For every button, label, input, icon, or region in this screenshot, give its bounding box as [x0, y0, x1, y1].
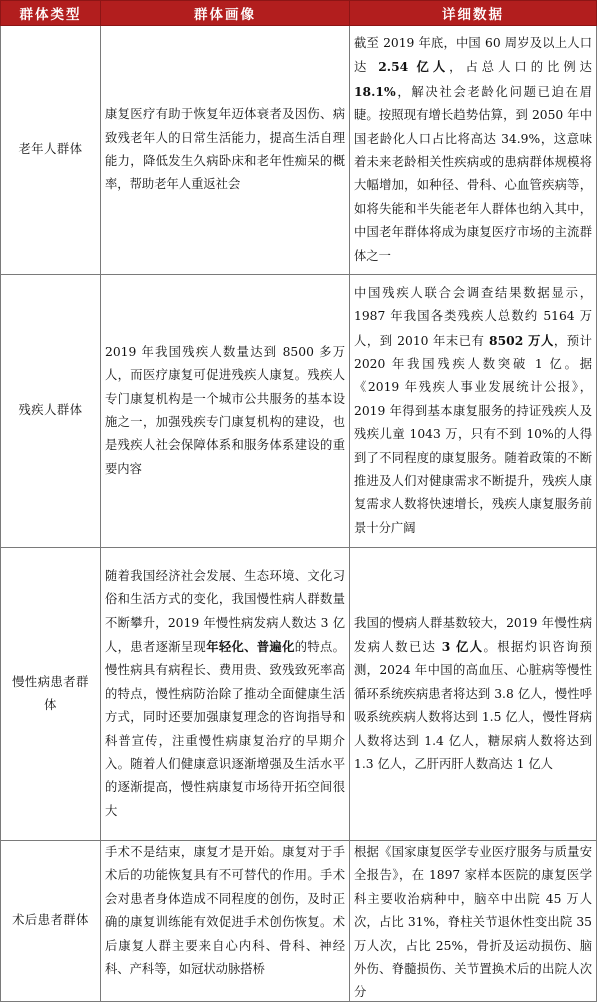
header-group-type: 群体类型 [1, 1, 101, 26]
highlight-value: 3 亿人 [441, 638, 484, 654]
header-group-portrait: 群体画像 [101, 1, 350, 26]
detail-data-cell: 截至 2019 年底，中国 60 周岁及以上人口达 2.54 亿人，占总人口的比例达 18.1%，解决社会老龄化问题已迫在眉睫。按照现有增长趋势估算，到 2050 年中国老龄化人口占比将高达 34.9%，这意味着未来老龄相关性疾病或的患病群体规模将大幅增加，如种径、骨科、心血管疾病等，如将失能和半失能老年人群体也纳入其中，中国老年群体将成为康复医疗市场的主流群体之一 [350, 26, 597, 275]
group-type-cell: 慢性病患者群体 [1, 548, 101, 841]
detail-data-cell: 根据《国家康复医学专业医疗服务与质量安全报告》，在 1897 家样本医院的康复医学科主要收治病种中，脑卒中出院 45 万人次，占比 31%，脊柱关节退休性变出院 35 万人次，占比 25%，骨折及运动损伤、脑外伤、脊髓损伤、关节置换术后的出院人次分 [350, 841, 597, 1002]
highlight-value: 18.1% [354, 83, 396, 99]
detail-data-cell: 中国残疾人联合会调查结果数据显示，1987 年我国各类残疾人总数约 5164 万人，到 2010 年末已有 8502 万人，预计 2020 年我国残疾人数突破 1 亿。据《2019 年残疾人事业发展统计公报》，2019 年得到基本康复服务的持证残疾人及残疾儿童 1043 万，只有不到 10%的人得到了不同程度的康复服务。随着政策的不断推进及人们对健康需求不断提升，残疾人康复需求人数将快速增长，残疾人康复服务前景十分广阔 [350, 275, 597, 548]
group-portrait-cell: 随着我国经济社会发展、生态环境、文化习俗和生活方式的变化，我国慢性病人群数量不断攀升，2019 年慢性病发病人数达 3 亿人，患者逐渐呈现年轻化、普遍化的特点。慢性病具有病程长、费用贵、致残致死率高的特点，慢性病防治除了推动全面健康生活方式，同时还要加强康复理念的咨询指导和科普宣传，注重慢性病康复治疗的早期介入。随着人们健康意识逐渐增强及生活水平的逐渐提高，慢性病康复市场待开拓空间很大 [101, 548, 350, 841]
group-portrait-cell: 2019 年我国残疾人数量达到 8500 多万人，而医疗康复可促进残疾人康复。残疾人专门康复机构是一个城市公共服务的基本设施之一，加强残疾专门康复机构的建设，也是残疾人社会保障体系和服务体系建设的重要内容 [101, 275, 350, 548]
group-portrait-cell: 康复医疗有助于恢复年迈体衰者及因伤、病致残老年人的日常生活能力，提高生活自理能力，降低发生久病卧床和老年性痴呆的概率，帮助老年人重返社会 [101, 26, 350, 275]
highlight-value: 年轻化、普遍化 [206, 638, 295, 654]
detail-data-cell: 我国的慢病人群基数较大，2019 年慢性病发病人数已达 3 亿人。根据灼识咨询预测，2024 年中国的高血压、心脏病等慢性循环系统疾病患者将达到 3.8 亿人，慢性呼吸系统疾病人数将达到 1.5 亿人，慢性肾病人数将达到 1.4 亿人，糖尿病人数将达到 1.3 亿人，乙肝丙肝人数高达 1 亿人 [350, 548, 597, 841]
table-row-postoperative [1, 841, 597, 1002]
group-type-cell: 残疾人群体 [1, 275, 101, 548]
highlight-value: 2.54 亿人 [378, 59, 450, 75]
table-row-disabled [1, 275, 597, 548]
header-detail-data: 详细数据 [350, 1, 597, 26]
table-row-chronic [1, 548, 597, 841]
table-row-elderly [1, 26, 597, 275]
group-portrait-cell: 手术不是结束，康复才是开始。康复对于手术后的功能恢复具有不可替代的作用。手术会对患者身体造成不同程度的创伤，及时正确的康复训练能有效促进手术创伤恢复。术后康复人群主要来自心内科、骨科、神经科、产科等，如冠状动脉搭桥 [101, 841, 350, 1002]
group-type-cell: 术后患者群体 [1, 841, 101, 1002]
table-header-row [1, 1, 597, 26]
group-type-cell: 老年人群体 [1, 26, 101, 275]
highlight-value: 8502 万人 [489, 332, 554, 348]
